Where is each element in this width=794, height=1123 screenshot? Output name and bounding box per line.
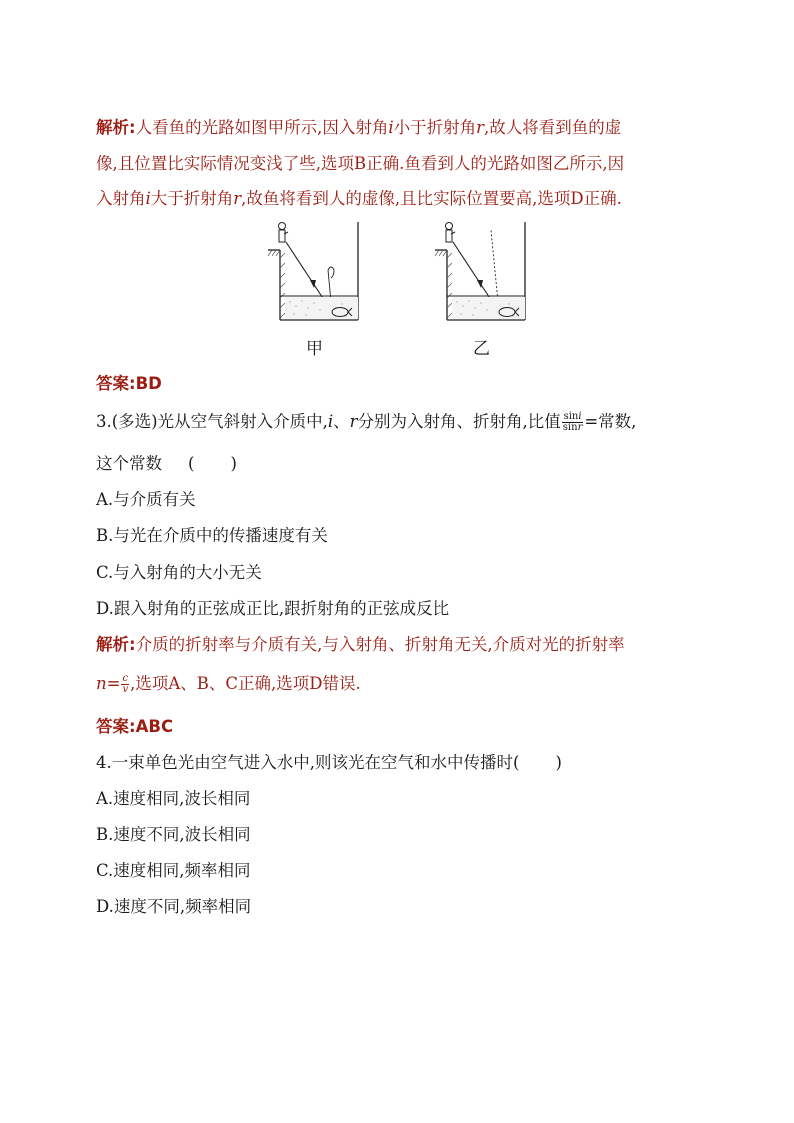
sine-ratio-fraction: $\frac{\sin i}{\sin r}$: [562, 411, 583, 433]
answer-label: 答案:: [96, 374, 136, 393]
analysis-label: 解析:: [96, 635, 136, 654]
answer-1: [96, 374, 162, 394]
analysis-1-line-2: 像,且位置比实际情况变浅了些,选项B正确.鱼看到人的光路如图乙所示,因: [96, 154, 625, 173]
answer-value: ABC: [135, 717, 174, 736]
question-4-stem: 4.一束单色光由空气进入水中,则该光在空气和水中传播时( ): [96, 753, 562, 772]
figure-yi-caption: 乙: [473, 339, 490, 359]
question-4-option-c: C.速度相同,频率相同: [96, 861, 251, 880]
figure-jia-light-path: [266, 220, 366, 324]
analysis-1-line-3: 入射角i大于折射角r,故鱼将看到人的虚像,且比实际位置要高,选项D正确.: [96, 189, 622, 208]
figure-yi-light-path: [433, 220, 533, 324]
answer-value: BD: [135, 374, 162, 393]
question-4-option-d: D.速度不同,频率相同: [96, 897, 252, 916]
question-3-option-b: B.与光在介质中的传播速度有关: [96, 526, 328, 545]
analysis-label: 解析:: [96, 118, 136, 137]
question-4-option-b: B.速度不同,波长相同: [96, 825, 251, 844]
figure-jia-caption: 甲: [306, 339, 323, 359]
question-3-option-a: A.与介质有关: [96, 490, 196, 509]
answer-label: 答案:: [96, 717, 136, 736]
question-3-option-d: D.跟入射角的正弦成正比,跟折射角的正弦成反比: [96, 599, 450, 618]
question-4-option-a: A.速度相同,波长相同: [96, 789, 251, 808]
analysis-1-line-1: 解析:人看鱼的光路如图甲所示,因入射角i小于折射角r,故人将看到鱼的虚: [96, 118, 622, 137]
analysis-3-line-1: 解析:介质的折射率与介质有关,与入射角、折射角无关,介质对光的折射率: [96, 635, 625, 654]
question-3-stem: 3.(多选)光从空气斜射入介质中,i、r分别为入射角、折射角,比值 $\frac{\sin i}{\sin r}$ =常数,: [96, 411, 637, 433]
analysis-3-line-2: n= $\frac{c}{v}$ ,选项A、B、C正确,选项D错误.: [96, 673, 361, 695]
refractive-index-fraction: $\frac{c}{v}$: [122, 673, 129, 695]
question-3-stem-line-2: 这个常数 ( ): [96, 454, 237, 473]
answer-3: [96, 717, 173, 737]
question-3-option-c: C.与入射角的大小无关: [96, 563, 262, 582]
